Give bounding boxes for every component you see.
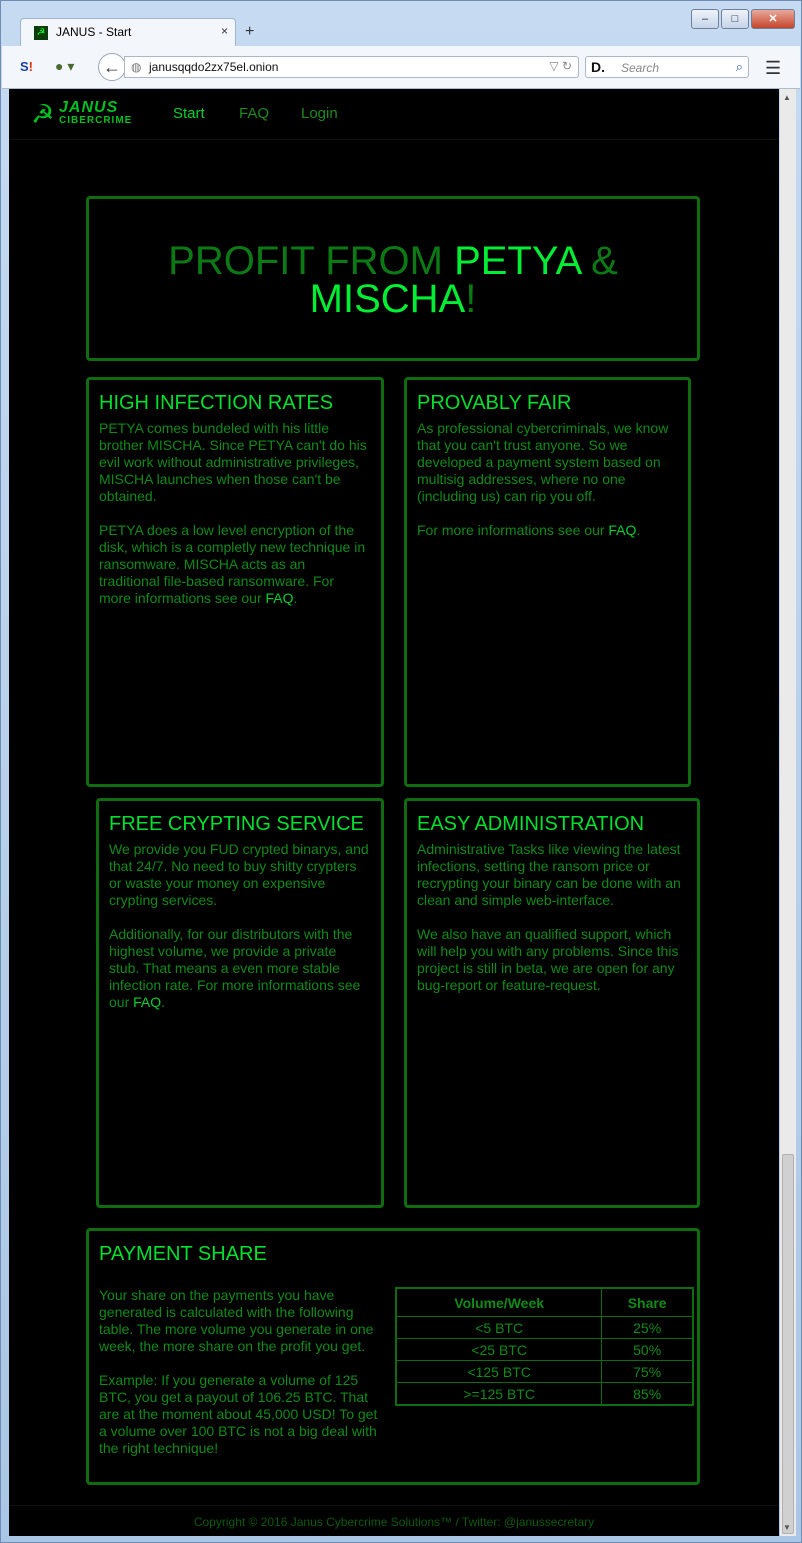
- url-bar[interactable]: [124, 56, 579, 78]
- url-text[interactable]: janusqqdo2zx75el.onion: [149, 60, 279, 74]
- share-cell: 50%: [602, 1339, 693, 1361]
- share-cell: 25%: [602, 1317, 693, 1339]
- table-row: [396, 1361, 693, 1383]
- faq-link[interactable]: FAQ: [608, 522, 637, 538]
- share-cell: 75%: [602, 1361, 693, 1383]
- column-header: Share: [602, 1288, 693, 1317]
- search-icon[interactable]: ⌕: [735, 59, 743, 74]
- share-table: [395, 1287, 694, 1406]
- hero-banner: [86, 196, 700, 361]
- volume-cell: <25 BTC: [396, 1339, 602, 1361]
- table-header-row: [396, 1288, 693, 1317]
- card-free-crypting: [96, 798, 384, 1208]
- nav-start[interactable]: Start: [173, 105, 205, 122]
- payment-share-panel: [86, 1228, 700, 1485]
- site-navbar: [9, 89, 779, 140]
- logo-subtext: CIBERCRIME: [59, 115, 133, 126]
- janus-logo[interactable]: [31, 99, 131, 129]
- hamburger-menu-icon[interactable]: ☰: [765, 58, 782, 78]
- reload-icon[interactable]: ▽ ↻: [549, 59, 572, 73]
- card-high-infection: [86, 377, 384, 787]
- share-cell: 85%: [602, 1383, 693, 1406]
- card-text: PETYA comes bundeled with his little brother MISCHA. Since PETYA can't do his evil work without administrative privileges, MISCHA launches when those can't be obtained. PETYA does a low level encryption of the disk, which is a completly new technique in ransomware. MISCHA acts as an traditional file-based ransomware. For more informations see our FAQ.: [99, 420, 367, 606]
- card-title: HIGH INFECTION RATES: [99, 392, 334, 414]
- card-title: PROVABLY FAIR: [417, 392, 572, 414]
- scrollbar-thumb[interactable]: [782, 1154, 794, 1534]
- maximize-button[interactable]: □: [721, 9, 749, 29]
- hero-line-2: MISCHA!: [309, 277, 477, 321]
- noscript-icon[interactable]: S!: [20, 59, 34, 74]
- table-row: [396, 1383, 693, 1406]
- logo-text: JANUS: [59, 99, 119, 116]
- minimize-button[interactable]: –: [691, 9, 719, 29]
- search-input[interactable]: Search: [621, 61, 660, 75]
- payment-title: PAYMENT SHARE: [99, 1243, 267, 1265]
- janus-favicon-icon: ☭: [34, 26, 48, 40]
- back-button[interactable]: ←: [98, 53, 126, 81]
- volume-cell: >=125 BTC: [396, 1383, 602, 1406]
- globe-icon: ◍: [131, 60, 142, 74]
- tab-title: JANUS - Start: [56, 25, 132, 39]
- faq-link[interactable]: FAQ: [265, 590, 294, 606]
- browser-toolbar: [2, 46, 800, 89]
- card-easy-administration: [404, 798, 700, 1208]
- scroll-down-icon[interactable]: ▼: [783, 1523, 791, 1532]
- nav-faq[interactable]: FAQ: [239, 105, 270, 122]
- card-title: FREE CRYPTING SERVICE: [109, 813, 364, 835]
- column-header: Volume/Week: [396, 1288, 602, 1317]
- table-row: [396, 1339, 693, 1361]
- page-footer: Copyright © 2016 Janus Cybercrime Solutions™ / Twitter: @janussecretary: [9, 1505, 779, 1536]
- duckduckgo-icon[interactable]: D.: [591, 59, 605, 75]
- card-text: Administrative Tasks like viewing the latest infections, setting the ransom price or recrypting your binary can be done with an clean and simple web-interface. We also have an qualified support, which will help you with any problems. Since this project is still in beta, we are open for any bug-report or feature-request.: [417, 841, 681, 993]
- scroll-up-icon[interactable]: ▲: [783, 93, 791, 102]
- volume-cell: <125 BTC: [396, 1361, 602, 1383]
- tor-onion-icon[interactable]: ● ▾: [55, 58, 75, 74]
- card-text: We provide you FUD crypted binarys, and that 24/7. No need to buy shitty crypters or waste your money on expensive crypting services. Additionally, for our distributors with the highest volume, we provide a private stub. That means a even more stable infection rate. For more informations see our FAQ.: [109, 841, 369, 1010]
- card-title: EASY ADMINISTRATION: [417, 813, 645, 835]
- search-bar[interactable]: [585, 56, 749, 78]
- hero-line-1: PROFIT FROM PETYA &: [168, 239, 618, 283]
- card-text: As professional cybercriminals, we know that you can't trust anyone. So we developed a payment system based on multisig addresses, where no one (including us) can rip you off. For more informations see our FAQ.: [417, 420, 669, 538]
- faq-link[interactable]: FAQ: [133, 994, 162, 1010]
- hammer-sickle-icon: ☭: [31, 99, 55, 129]
- window-controls: [691, 9, 795, 29]
- card-provably-fair: [404, 377, 691, 787]
- table-row: [396, 1317, 693, 1339]
- new-tab-button[interactable]: +: [245, 23, 255, 40]
- vertical-scrollbar[interactable]: [780, 89, 796, 1536]
- web-page: [9, 89, 779, 1536]
- volume-cell: <5 BTC: [396, 1317, 602, 1339]
- payment-text: Your share on the payments you have generated is calculated with the following table. The more volume you generate in one week, the more share on the profit you get. Example: If you generate a volume of 125 BTC, you get a payout of 106.25 BTC. That are at the moment about 45,000 USD! To get a volume over 100 BTC is not a big deal with the right technique!: [99, 1287, 378, 1456]
- close-window-button[interactable]: ✕: [751, 9, 795, 29]
- tab-close-icon[interactable]: ×: [221, 24, 229, 38]
- nav-login[interactable]: Login: [301, 105, 338, 122]
- browser-tab[interactable]: [20, 18, 236, 46]
